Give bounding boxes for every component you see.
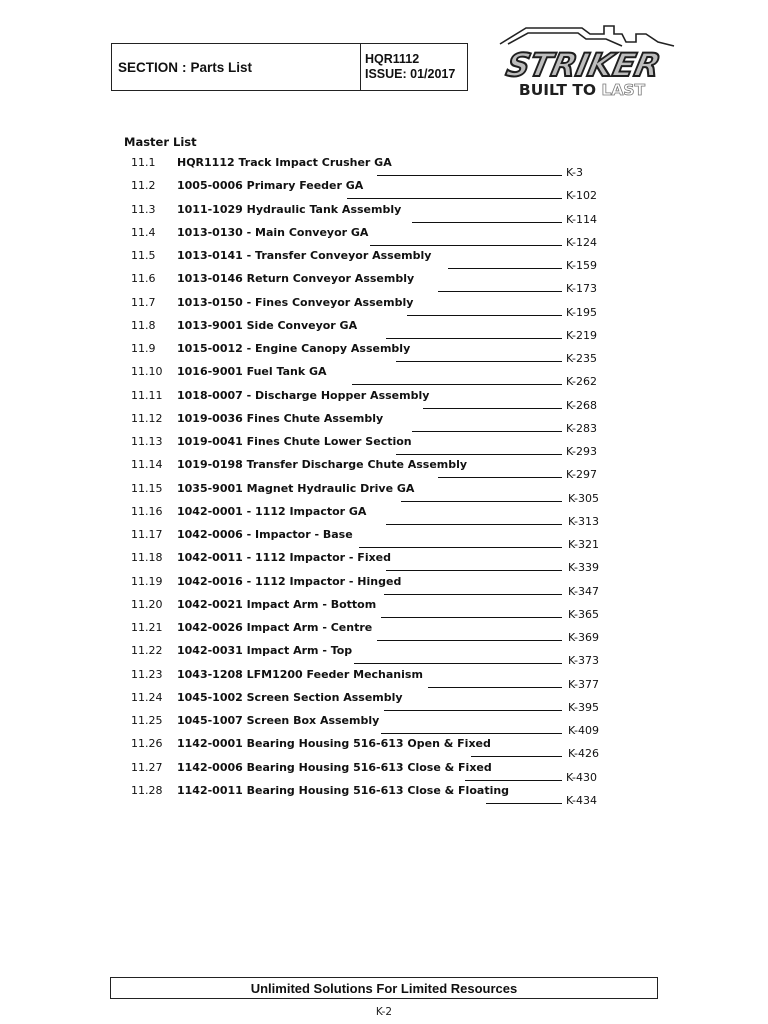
item-title: 1045-1007 Screen Box Assembly <box>177 714 380 727</box>
item-title: 1042-0016 - 1112 Impactor - Hinged <box>177 574 402 588</box>
item-page: K-313 <box>568 514 600 528</box>
list-item <box>0 295 768 319</box>
item-title: HQR1112 Track Impact Crusher GA <box>177 156 392 169</box>
leader-line <box>438 291 562 292</box>
item-page: K-173 <box>566 282 598 296</box>
item-page: K-293 <box>566 445 598 458</box>
item-page: K-365 <box>568 607 600 621</box>
list-item <box>0 342 768 365</box>
item-page: K-3 <box>566 166 584 179</box>
item-number: 11.14 <box>131 458 163 472</box>
issue-date: ISSUE: 01/2017 <box>365 67 456 81</box>
list-item <box>0 272 768 296</box>
item-page: K-219 <box>566 328 598 342</box>
item-page: K-430 <box>566 770 598 784</box>
leader-line <box>359 547 562 548</box>
list-item <box>0 667 768 691</box>
item-number: 11.13 <box>131 435 163 448</box>
section-label: SECTION <box>118 59 179 75</box>
item-title: 1042-0006 - Impactor - Base <box>177 528 353 541</box>
item-title: 1035-9001 Magnet Hydraulic Drive GA <box>177 481 415 495</box>
leader-line <box>412 431 562 432</box>
item-page: K-321 <box>568 538 600 551</box>
item-page: K-283 <box>566 421 598 435</box>
item-title: 1019-0041 Fines Chute Lower Section <box>177 435 412 448</box>
item-title: 1142-0011 Bearing Housing 516-613 Close & Floating <box>177 783 510 797</box>
item-page: K-102 <box>566 189 598 203</box>
list-item <box>0 737 768 761</box>
item-number: 11.21 <box>131 621 163 634</box>
item-title: 1142-0006 Bearing Housing 516-613 Close & Fixed <box>177 760 492 774</box>
list-item <box>0 690 768 714</box>
logo-tagline-last: LAST <box>601 81 646 99</box>
item-number: 11.9 <box>131 342 156 355</box>
item-number: 11.20 <box>131 597 163 611</box>
list-item <box>0 714 768 737</box>
list-item <box>0 597 768 621</box>
doc-code: HQR1112 <box>365 52 420 66</box>
item-page: K-124 <box>566 235 598 249</box>
item-page: K-297 <box>566 468 598 482</box>
item-number: 11.15 <box>131 481 163 495</box>
list-item <box>0 365 768 389</box>
item-page: K-369 <box>568 631 600 644</box>
item-page: K-235 <box>566 352 598 365</box>
list-item <box>0 318 768 342</box>
leader-line <box>381 733 562 734</box>
item-number: 11.1 <box>131 156 156 169</box>
list-item <box>0 202 768 226</box>
page-number: K-2 <box>375 1006 393 1018</box>
item-title: 1042-0031 Impact Arm - Top <box>177 644 353 658</box>
item-title: 1042-0011 - 1112 Impactor - Fixed <box>177 551 392 565</box>
leader-line <box>370 245 562 246</box>
item-title: 1015-0012 - Engine Canopy Assembly <box>177 342 411 355</box>
item-page: K-159 <box>566 259 598 272</box>
item-number: 11.6 <box>131 272 156 286</box>
item-page: K-347 <box>568 584 600 598</box>
item-number: 11.18 <box>131 551 163 565</box>
leader-line <box>386 524 562 525</box>
list-item <box>0 481 768 505</box>
leader-line <box>347 198 562 199</box>
list-item <box>0 504 768 528</box>
list-item <box>0 760 768 784</box>
item-title: 1013-0146 Return Conveyor Assembly <box>177 272 415 286</box>
leader-line <box>465 780 562 781</box>
list-item <box>0 249 768 272</box>
leader-line <box>377 175 562 176</box>
item-page: K-373 <box>568 654 600 668</box>
item-page: K-114 <box>566 212 598 226</box>
item-number: 11.22 <box>131 644 163 658</box>
item-number: 11.7 <box>131 295 156 309</box>
section-cell <box>112 44 361 90</box>
leader-line <box>428 687 562 688</box>
item-title: 1018-0007 - Discharge Hopper Assembly <box>177 388 430 402</box>
truck-outline-icon <box>500 26 674 46</box>
leader-line <box>401 501 562 502</box>
logo-tagline <box>519 81 646 99</box>
section-name: Parts List <box>190 59 253 75</box>
leader-line <box>448 268 562 269</box>
item-page: K-195 <box>566 305 598 319</box>
leader-line <box>384 710 562 711</box>
list-item <box>0 435 768 458</box>
item-title: 1011-1029 Hydraulic Tank Assembly <box>177 202 402 216</box>
list-item <box>0 458 768 482</box>
striker-logo <box>486 20 676 100</box>
leader-line <box>386 570 562 571</box>
leader-line <box>396 361 562 362</box>
leader-line <box>438 477 562 478</box>
item-page: K-268 <box>566 398 598 412</box>
item-title: 1013-0150 - Fines Conveyor Assembly <box>177 295 414 309</box>
item-number: 11.11 <box>131 388 163 402</box>
list-item <box>0 621 768 644</box>
item-page: K-409 <box>568 724 600 737</box>
item-page: K-377 <box>568 677 600 691</box>
item-title: 1042-0021 Impact Arm - Bottom <box>177 597 377 611</box>
list-item <box>0 551 768 575</box>
leader-line <box>386 338 562 339</box>
footer-slogan: Unlimited Solutions For Limited Resources <box>250 980 518 996</box>
leader-line <box>384 594 562 595</box>
header-box <box>111 43 468 91</box>
item-number: 11.12 <box>131 411 163 425</box>
item-number: 11.28 <box>131 783 163 797</box>
footer-slogan-box <box>110 977 658 999</box>
list-item <box>0 179 768 203</box>
list-item <box>0 411 768 435</box>
item-page: K-339 <box>568 561 600 575</box>
item-number: 11.10 <box>131 365 163 379</box>
item-number: 11.17 <box>131 528 163 541</box>
list-item <box>0 644 768 668</box>
item-title: 1042-0026 Impact Arm - Centre <box>177 621 373 634</box>
list-item <box>0 156 768 179</box>
list-item <box>0 388 768 412</box>
item-title: 1013-0141 - Transfer Conveyor Assembly <box>177 249 432 262</box>
item-title: 1042-0001 - 1112 Impactor GA <box>177 504 367 518</box>
logo-brand: STRIKER <box>503 46 664 84</box>
item-number: 11.26 <box>131 737 163 751</box>
logo-tagline-built: BUILT TO <box>518 81 602 99</box>
leader-line <box>354 663 562 664</box>
issue-cell <box>361 44 467 90</box>
item-number: 11.2 <box>131 179 156 193</box>
item-title: 1013-0130 - Main Conveyor GA <box>177 225 369 239</box>
section-separator: : <box>182 59 187 75</box>
item-page: K-426 <box>568 747 600 761</box>
item-number: 11.23 <box>131 667 163 681</box>
leader-line <box>407 315 562 316</box>
item-number: 11.25 <box>131 714 163 727</box>
leader-line <box>381 617 562 618</box>
item-page: K-262 <box>566 375 598 389</box>
item-number: 11.24 <box>131 690 163 704</box>
item-number: 11.5 <box>131 249 156 262</box>
item-title: 1043-1208 LFM1200 Feeder Mechanism <box>177 667 423 681</box>
item-number: 11.16 <box>131 504 163 518</box>
item-title: 1019-0198 Transfer Discharge Chute Assembly <box>177 458 468 472</box>
item-number: 11.3 <box>131 202 156 216</box>
leader-line <box>486 803 562 804</box>
item-title: 1142-0001 Bearing Housing 516-613 Open & Fixed <box>177 737 491 751</box>
list-item <box>0 225 768 249</box>
leader-line <box>377 640 562 641</box>
list-item <box>0 783 768 807</box>
item-number: 11.8 <box>131 318 156 332</box>
item-number: 11.27 <box>131 760 163 774</box>
item-number: 11.4 <box>131 225 156 239</box>
item-page: K-395 <box>568 700 600 714</box>
leader-line <box>471 756 562 757</box>
item-title: 1016-9001 Fuel Tank GA <box>177 365 327 379</box>
leader-line <box>396 454 562 455</box>
item-title: 1045-1002 Screen Section Assembly <box>177 690 403 704</box>
list-item <box>0 574 768 598</box>
item-number: 11.19 <box>131 574 163 588</box>
leader-line <box>352 384 562 385</box>
leader-line <box>423 408 562 409</box>
master-list-title: Master List <box>124 135 197 149</box>
item-page: K-305 <box>568 491 600 505</box>
list-item <box>0 528 768 551</box>
leader-line <box>412 222 562 223</box>
item-title: 1005-0006 Primary Feeder GA <box>177 179 364 193</box>
item-title: 1019-0036 Fines Chute Assembly <box>177 411 384 425</box>
item-page: K-434 <box>566 793 598 807</box>
item-title: 1013-9001 Side Conveyor GA <box>177 318 358 332</box>
